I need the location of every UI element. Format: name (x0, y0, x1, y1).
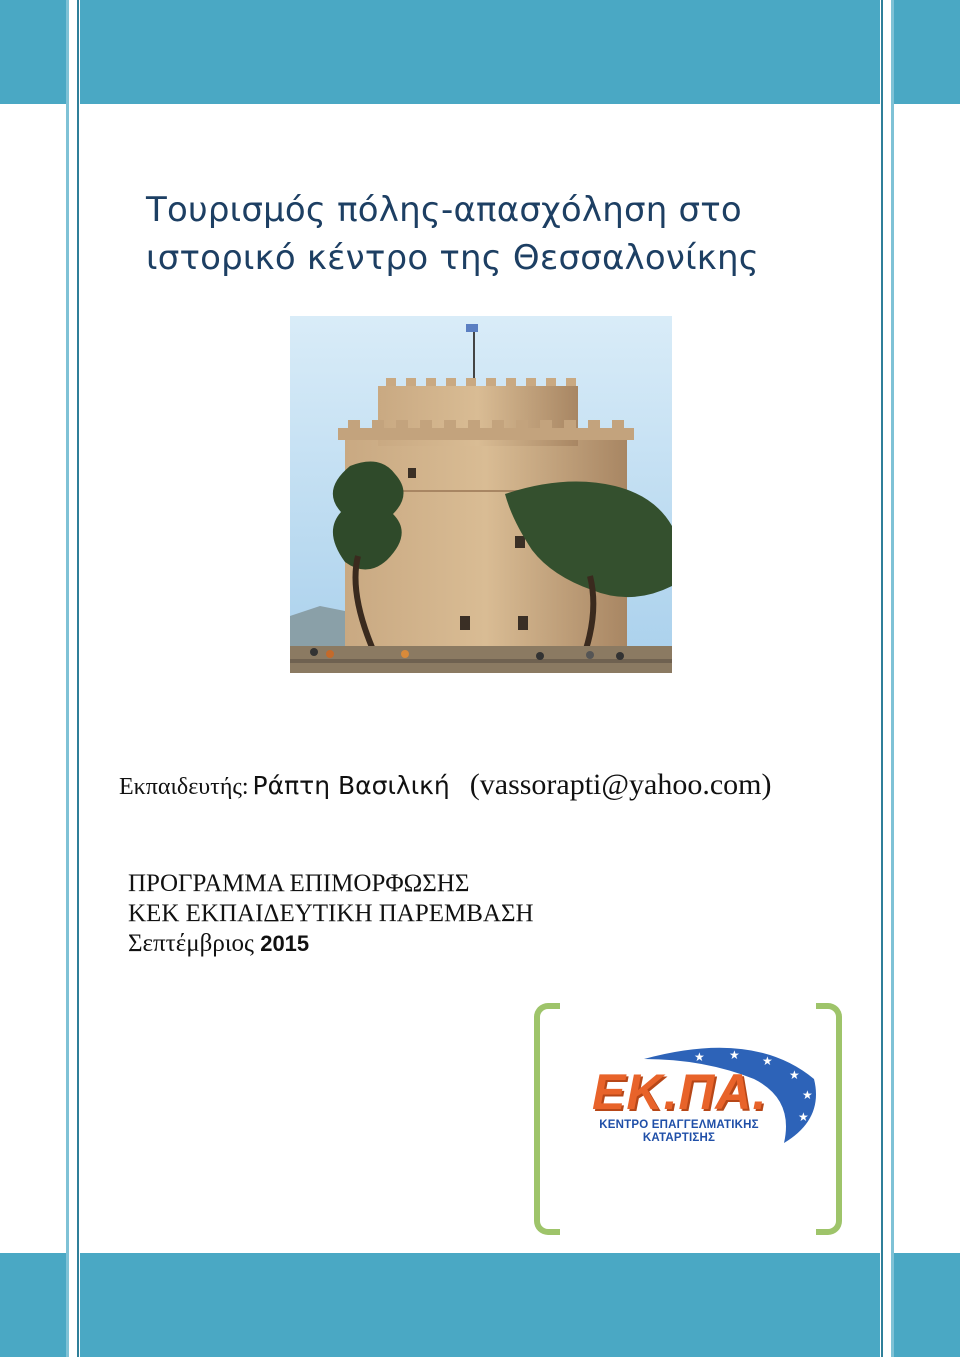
svg-text:★: ★ (789, 1068, 800, 1082)
top-band-center (80, 0, 880, 104)
svg-text:★: ★ (798, 1110, 809, 1124)
program-month: Σεπτέμβριος (128, 930, 254, 957)
bottom-band-center (80, 1253, 880, 1357)
program-date (128, 929, 534, 959)
document-title (146, 186, 846, 282)
bottom-band-left (0, 1253, 66, 1357)
left-border-line (66, 0, 69, 1357)
left-bracket (534, 1003, 560, 1235)
white-tower-photo (290, 316, 672, 673)
trainer-label: Εκπαιδευτής: (119, 774, 249, 800)
logo-subtitle (594, 1119, 764, 1145)
svg-text:★: ★ (694, 1050, 705, 1064)
trainer-line (119, 768, 771, 802)
logo-subtitle-line-1: ΚΕΝΤΡΟ ΕΠΑΓΓΕΛΜΑΤΙΚΗΣ (599, 1119, 759, 1131)
program-title: ΠΡΟΓΡΑΜΜΑ ΕΠΙΜΟΡΦΩΣΗΣ (128, 870, 470, 897)
top-band-left (0, 0, 66, 104)
program-organization: ΚΕΚ ΕΚΠΑΙΔΕΥΤΙΚΗ ΠΑΡΕΜΒΑΣΗ (128, 900, 534, 927)
ekpa-logo (534, 1003, 842, 1227)
left-border-line-inner (77, 0, 79, 1357)
logo-subtitle-line-2: ΚΑΤΑΡΤΙΣΗΣ (642, 1132, 716, 1144)
title-line-2: ιστορικό κέντρο της Θεσσαλονίκης (146, 238, 759, 278)
program-year: 2015 (260, 931, 310, 956)
right-border-line (891, 0, 894, 1357)
title-line-1: Τουρισμός πόλης-απασχόληση στο (146, 190, 742, 230)
right-border-line-inner (881, 0, 883, 1357)
program-info (128, 869, 534, 959)
top-band-right (894, 0, 960, 104)
trainer-email: (vassorapti@yahoo.com) (469, 768, 772, 801)
trainer-name: Ράπτη Βασιλική (252, 771, 450, 800)
logo-name: ΕΚ.ΠΑ. (592, 1064, 768, 1120)
svg-text:★: ★ (802, 1088, 813, 1102)
svg-text:★: ★ (762, 1054, 773, 1068)
svg-text:★: ★ (729, 1048, 740, 1062)
bottom-band-right (894, 1253, 960, 1357)
